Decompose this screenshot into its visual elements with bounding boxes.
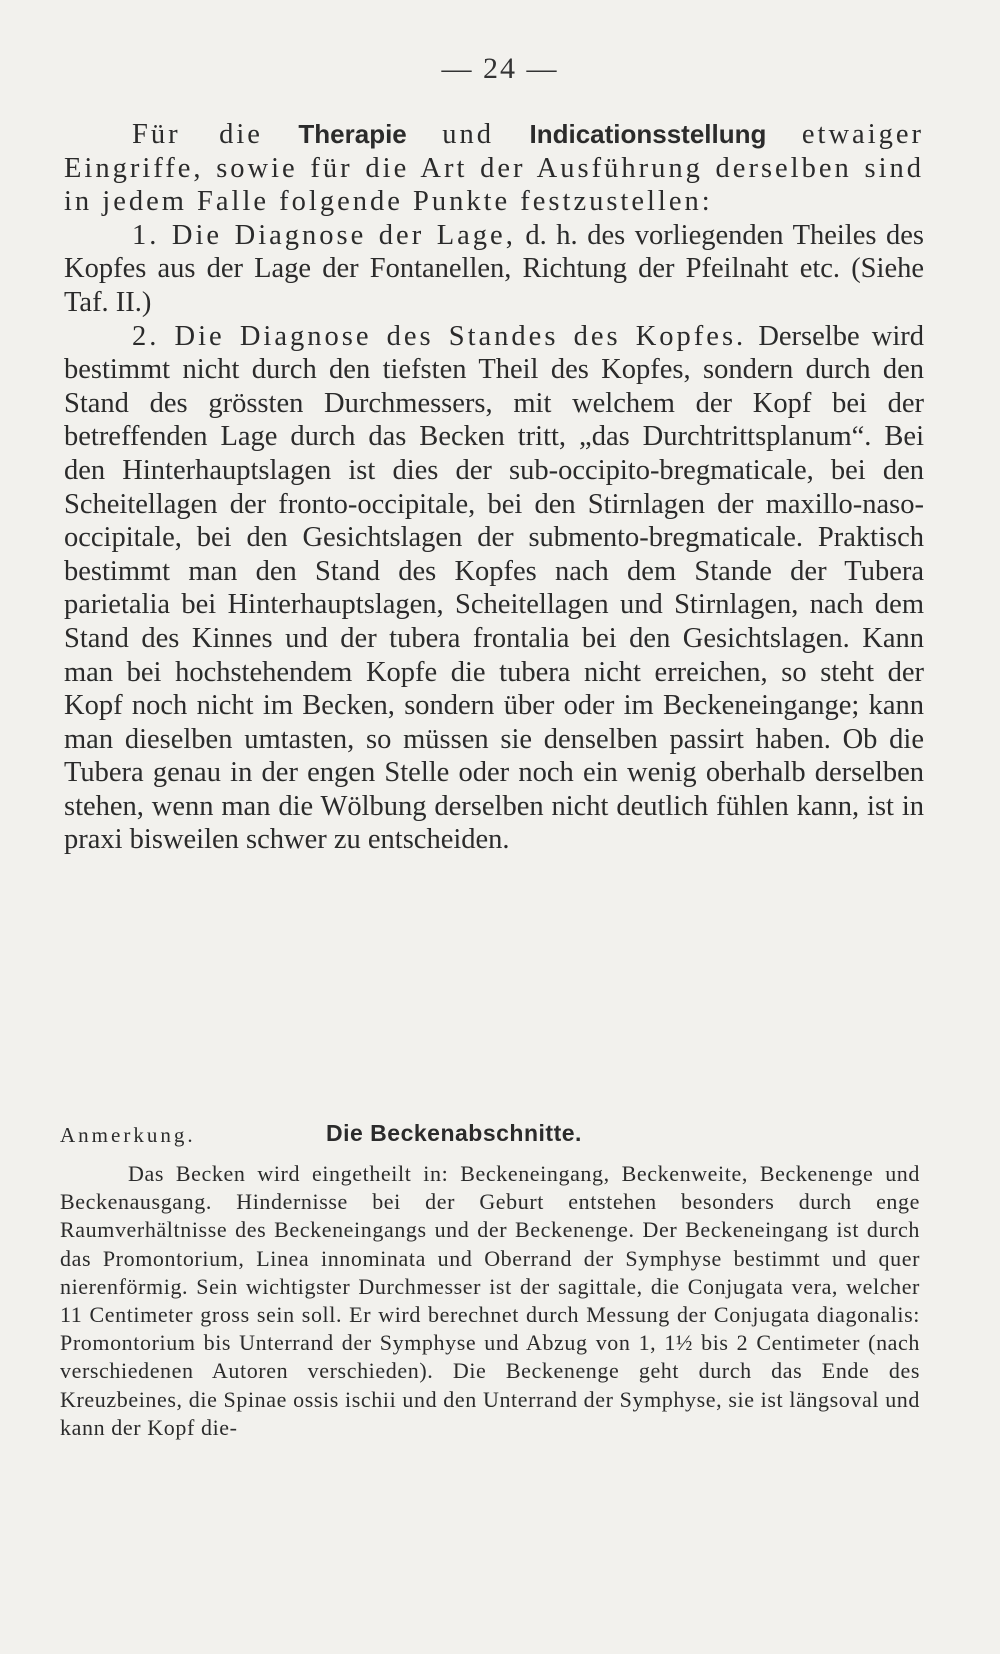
- intro-paragraph: [64, 118, 924, 219]
- main-text: [64, 118, 924, 857]
- note-body: [60, 1160, 920, 1442]
- page-number: — 24 —: [441, 52, 559, 85]
- item-1-text: d. h. des vorliegenden Theiles des Kopfes aus der Lage der Fontanellen, Richtung der Pfeilnaht etc. (Siehe Taf. II.): [64, 219, 924, 318]
- item-2-paragraph: [64, 320, 924, 858]
- intro-und: und: [442, 119, 494, 150]
- note-label: Anmerkung.: [60, 1123, 196, 1147]
- note-title: Die Beckenabschnitte.: [326, 1120, 582, 1146]
- note-heading: [60, 1122, 920, 1148]
- intro-lead: Für die: [132, 119, 263, 150]
- indication-bold: Indicationsstellung: [529, 119, 767, 149]
- item-2-text: Derselbe wird bestimmt nicht durch den tiefsten Theil des Kopfes, sondern durch den Stand des grössten Durchmessers, mit welchem der Kopf bei der betreffenden Lage durch das Becken tritt, „das Durchtrittsplanum“. Bei den Hinterhauptslagen ist dies der sub-occipito-bregmaticale, bei den Scheitellagen der fronto-occipitale, bei den Stirnlagen der maxillo-naso-occipitale, bei den Gesichtslagen der submento-bregmaticale. Praktisch bestimmt man den Stand des Kopfes nach dem Stande der Tubera parietalia bei Hinterhauptslagen, Scheitellagen und Stirnlagen, nach dem Stand des Kinnes und der tubera frontalia bei den Gesichtslagen. Kann man bei hochstehendem Kopfe die tubera nicht erreichen, so steht der Kopf noch nicht im Becken, sondern über oder im Beckeneingange; kann man dieselben umtasten, so müssen sie denselben passirt haben. Ob die Tubera genau in der engen Stelle oder noch ein wenig oberhalb derselben stehen, wenn man die Wölbung derselben nicht deutlich fühlen kann, ist in praxi bisweilen schwer zu entscheiden.: [64, 320, 925, 856]
- note-paragraph: Das Becken wird eingetheilt in: Beckeneingang, Beckenweite, Beckenenge und Beckenausgang. Hindernisse bei der Geburt entstehen besonders durch enge Raumverhältnisse des Beckeneingangs und der Beckenenge. Der Beckeneingang ist durch das Promontorium, Linea innominata und Oberrand der Symphyse bestimmt und quer nierenförmig. Sein wichtigster Durchmesser ist der sagittale, die Conjugata vera, welcher 11 Centimeter gross sein soll. Er wird berechnet durch Messung der Conjugata diagonalis: Promontorium bis Unterrand der Symphyse und Abzug von 1, 1½ bis 2 Centimeter (nach verschiedenen Autoren verschieden). Die Beckenenge geht durch das Ende des Kreuzbeines, die Spinae ossis ischii und den Unterrand der Symphyse, sie ist längsoval und kann der Kopf die-: [60, 1161, 920, 1440]
- item-2-heading: 2. Die Diagnose des Standes des Kopfes.: [132, 320, 747, 352]
- therapie-bold: Therapie: [298, 119, 407, 149]
- item-1-heading: 1. Die Diagnose der Lage,: [132, 219, 516, 251]
- intro-rest: etwaiger Eingriffe, sowie für die Art der Ausführung derselben sind in jedem Falle folgende Punkte festzustellen:: [64, 119, 924, 218]
- item-1-paragraph: [64, 219, 924, 320]
